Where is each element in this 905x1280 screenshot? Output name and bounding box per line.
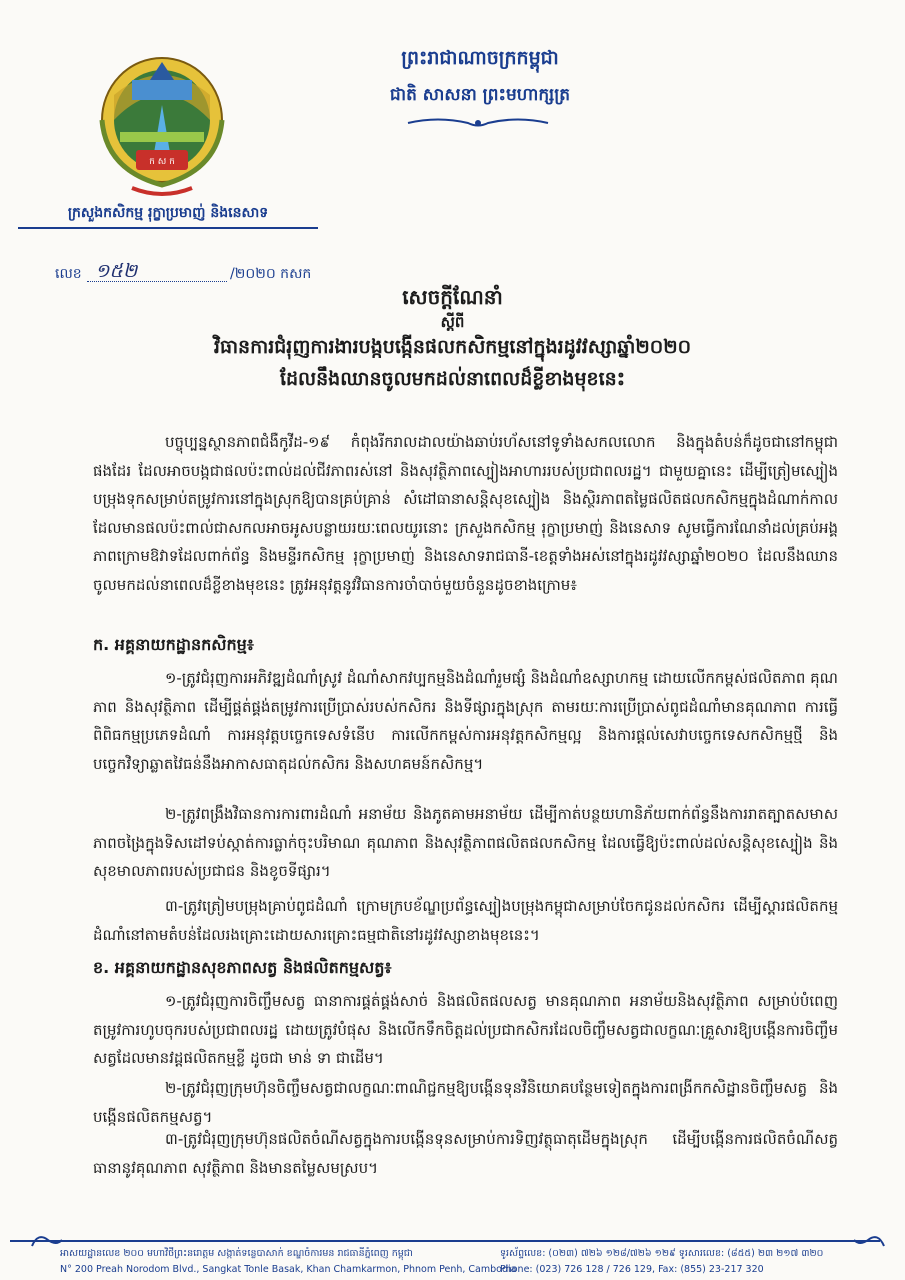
section-b-item-1: ១-ត្រូវជំរុញការចិញ្ចឹមសត្វ ធានាការផ្គត់ផ្គង់សាច់ និងផលិតផលសត្វ មានគុណភាព អនាម័យនិងសុវត្ថិភាព សម្រាប់បំពេញតម្រូវការហូបចុករបស់ប្រជាពលរដ្ឋ ដោយត្រូវបំផុស និងលើកទឹកចិត្តដល់ប្រជាកសិករដែលចិញ្ចឹមសត្វជាលក្ខណៈគ្រួសារឱ្យបង្កើនការចិញ្ចឹមសត្វដែលមានវដ្តផលិតកម្មខ្លី ដូចជា មាន់ ទា ជាដើម។ [93, 992, 838, 1067]
section-a-item-2: ២-ត្រូវពង្រឹងវិធានការការពារដំណាំ អនាម័យ និងភូតគាមអនាម័យ ដើម្បីកាត់បន្ថយហានិភ័យពាក់ព័ន្ធនឹងការរាតត្បាតសមាសភាពចង្រៃក្នុងទិសដៅទប់ស្កាត់ការធ្លាក់ចុះបរិមាណ គុណភាព និងសុវត្ថិភាពផលិតផលកសិកម្ម ដែលធ្វើឱ្យប៉ះពាល់ដល់សន្តិសុខស្បៀង និងសុខមាលភាពរបស់ប្រជាជន និងខូចទីផ្សារ។ [93, 805, 838, 880]
footer-phone-en: Phone: (023) 726 128 / 726 129, Fax: (855) 23-217 320 [500, 1264, 764, 1275]
section-b-item-2: ២-ត្រូវជំរុញក្រុមហ៊ុនចិញ្ចឹមសត្វជាលក្ខណៈពាណិជ្ជកម្មឱ្យបង្កើនទុនវិនិយោគបន្ថែមទៀតក្នុងការពង្រីកកសិដ្ឋានចិញ្ចឹមសត្វ និងបង្កើនផលិតកម្មសត្វ។ [93, 1079, 838, 1126]
reference-value: ១៥២ [95, 260, 138, 282]
reference-label: លេខ [55, 266, 82, 282]
ornament-divider [398, 116, 558, 130]
doc-subject-line-1: វិធានការជំរុញការងារបង្កបង្កើនផលកសិកម្មនៅក្នុងរដូវវស្សាឆ្នាំ២០២០ [213, 336, 692, 358]
section-a-item-1: ១-ត្រូវជំរុញការអភិវឌ្ឍដំណាំស្រូវ ដំណាំសាកវប្បកម្មនិងដំណាំរួមផ្សំ និងដំណាំឧស្សាហកម្ម ដោយលើកកម្ពស់ផលិតភាព គុណភាព និងសុវត្ថិភាព ដើម្បីផ្គត់ផ្គង់តម្រូវការប្រើប្រាស់របស់កសិករ និងទីផ្សារក្នុងស្រុក តាមរយៈការប្រើប្រាស់ពូជដំណាំមានគុណភាព ការធ្វើពិពិធកម្មប្រភេទដំណាំ ការអនុវត្តបច្ចេកទេសទំនើប ការលើកកម្ពស់ការអនុវត្តកសិកម្មល្អ និងការផ្តល់សេវាបច្ចេកទេសកសិកម្មថ្មី និងបច្ចេកវិទ្យាឆ្លាតវៃធន់នឹងអាកាសធាតុដល់កសិករ និងសហគមន៍កសិកម្ម។ [93, 669, 838, 773]
footer-swirl-right-icon [852, 1228, 888, 1252]
ministry-seal-logo [92, 50, 232, 200]
footer-divider [10, 1240, 880, 1242]
national-motto: ជាតិ សាសនា ព្រះមហាក្សត្រ [389, 85, 571, 105]
section-a-heading: ក. អគ្គនាយកដ្ឋានកសិកម្ម៖ [93, 635, 254, 654]
doc-title-about: ស្តីពី [440, 313, 465, 331]
doc-title: សេចក្តីណែនាំ [402, 285, 503, 309]
section-b-heading: ខ. អគ្គនាយកដ្ឋានសុខភាពសត្វ និងផលិតកម្មសត្វ៖ [93, 958, 392, 977]
reference-suffix: /២០២០ កសក [230, 266, 312, 282]
section-a-item-3: ៣-ត្រូវត្រៀមបម្រុងគ្រាប់ពូជដំណាំ ក្រោមក្របខ័ណ្ឌប្រព័ន្ធស្បៀងបម្រុងកម្ពុជាសម្រាប់ចែកជូនដល់កសិករ ដើម្បីស្តារផលិតកម្មដំណាំនៅតាមតំបន់ដែលរងគ្រោះដោយសារគ្រោះធម្មជាតិនៅរដូវវស្សាខាងមុខនេះ។ [93, 897, 838, 944]
intro-paragraph: បច្ចុប្បន្នស្ថានភាពជំងឺកូវីដ-១៩ កំពុងរីករាលដាលយ៉ាងឆាប់រហ័សនៅទូទាំងសកលលោក និងក្នុងតំបន់ក៏ដូចជានៅកម្ពុជាផងដែរ ដែលអាចបង្កជាផលប៉ះពាល់ដល់ជីវភាពរស់នៅ និងសុវត្ថិភាពស្បៀងអាហាររបស់ប្រជាពលរដ្ឋ។ ជាមួយគ្នានេះ ដើម្បីត្រៀមស្បៀងបម្រុងទុកសម្រាប់តម្រូវការនៅក្នុងស្រុកឱ្យបានគ្រប់គ្រាន់ សំដៅធានាសន្តិសុខស្បៀង និងស្ថិរភាពតម្លៃផលិតផលកសិកម្មក្នុងដំណាក់កាលដែលមានផលប៉ះពាល់ជាសកលអាចអូសបន្លាយរយៈពេលយូរនោះ ក្រសួងកសិកម្ម រុក្ខាប្រមាញ់ និងនេសាទ សូមធ្វើការណែនាំដល់គ្រប់អង្គភាពក្រោមឱវាទដែលពាក់ព័ន្ធ និងមន្ទីរកសិកម្ម រុក្ខាប្រមាញ់ និងនេសាទរាជធានី-ខេត្តទាំងអស់នៅក្នុងរដូវវស្សាឆ្នាំ២០២០ ដែលនឹងឈានចូលមកដល់នាពេលដ៏ខ្លីខាងមុខនេះ ត្រូវអនុវត្តនូវវិធានការចាំបាច់មួយចំនួនដូចខាងក្រោម៖ [93, 433, 838, 594]
kingdom-title: ព្រះរាជាណាចក្រកម្ពុជា [401, 47, 559, 69]
footer-address-en: N° 200 Preah Norodom Blvd., Sangkat Tonle Basak, Khan Chamkarmon, Phnom Penh, Cambodia [60, 1264, 517, 1275]
ministry-name: ក្រសួងកសិកម្ម រុក្ខាប្រមាញ់ និងនេសាទ [18, 203, 318, 229]
doc-subject-line-2: ដែលនឹងឈានចូលមកដល់នាពេលដ៏ខ្លីខាងមុខនេះ [279, 368, 626, 390]
seal-text: ក ស ក [149, 157, 175, 167]
footer-address-km: អាសយដ្ឋានលេខ ២០០ មហាវិថីព្រះនរោត្តម សង្កាត់ទន្លេបាសាក់ ខណ្ឌចំការមន រាជធានីភ្នំពេញ កម្ពុជា [60, 1248, 413, 1259]
section-b-item-3: ៣-ត្រូវជំរុញក្រុមហ៊ុនផលិតចំណីសត្វក្នុងការបង្កើនទុនសម្រាប់ការទិញវត្ថុធាតុដើមក្នុងស្រុក ដើម្បីបង្កើនការផលិតចំណីសត្វ ធានានូវគុណភាព សុវត្ថិភាព និងមានតម្លៃសមស្រប។ [93, 1130, 838, 1177]
footer-phone-km: ទូរស័ព្ទលេខ: (០២៣) ៧២៦ ១២៨/៧២៦ ១២៩ ទូរសារលេខ: (៨៥៥) ២៣ ២១៧ ៣២០ [500, 1248, 824, 1259]
